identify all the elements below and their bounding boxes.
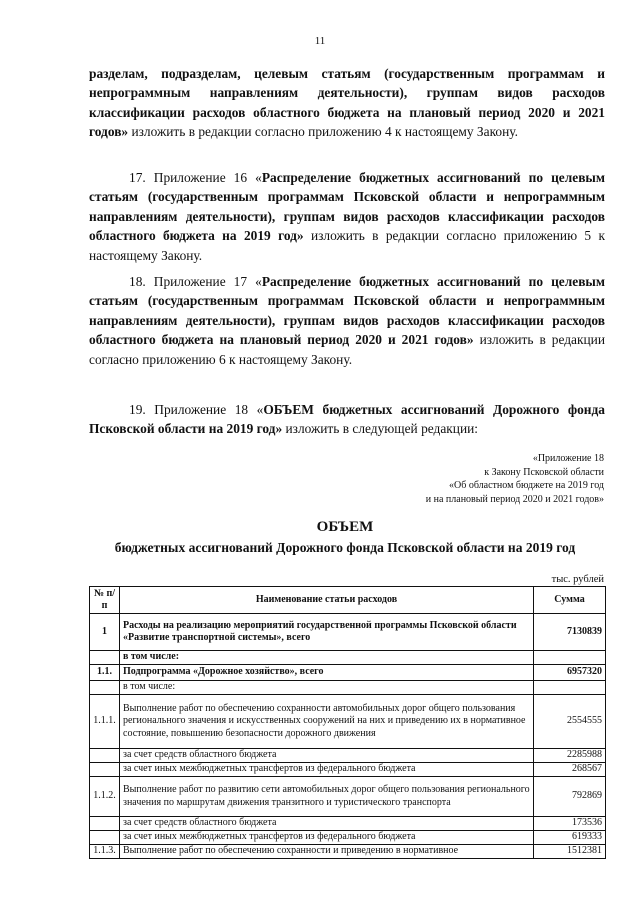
row-sum: [534, 681, 606, 695]
appendix-line: к Закону Псковской области: [484, 466, 604, 478]
table-row: [90, 651, 606, 665]
row-name: в том числе:: [120, 681, 534, 695]
paragraph-bold: Распределение бюджетных ассигнований по целевым статьям (государственным программам Псковской области и непрограммным направлениям деятельности), группам видов расходов классификации расходов областного бюджета на 2019 год»: [89, 170, 605, 244]
paragraph-bold: разделам, подразделам, целевым статьям (государственным программам и непрограммным направлениям деятельности), группам видов расходов классификации расходов областного бюджета на плановый период 2020 и 2021 годов»: [89, 66, 605, 140]
paragraph-16-continuation: [89, 64, 605, 142]
row-name: за счет иных межбюджетных трансфертов из федерального бюджета: [120, 763, 534, 777]
paragraph-tail: изложить в редакции согласно приложению 6 к настоящему Закону.: [89, 332, 605, 367]
table-row: [90, 681, 606, 695]
row-num: 1.1.: [90, 665, 120, 681]
paragraph-tail: изложить в редакции согласно приложению 4 к настоящему Закону.: [128, 124, 518, 140]
row-name: Расходы на реализацию мероприятий государственной программы Псковской области «Развитие транспортной системы», всего: [120, 614, 534, 651]
row-sum: 792869: [534, 777, 606, 817]
row-sum: 1512381: [534, 845, 606, 859]
table-header-row: [90, 587, 606, 614]
row-sum: 2554555: [534, 695, 606, 749]
header-num: № п/п: [90, 587, 120, 614]
paragraph-18: [89, 272, 605, 369]
row-name: Выполнение работ по обеспечению сохранности автомобильных дорог общего пользования регионального значения и искусственных сооружений на них и приведению их в нормативное состояние, повышению безопасности дорожного движения: [120, 695, 534, 749]
appendix-line: и на плановый период 2020 и 2021 годов»: [425, 493, 604, 505]
page-number: 11: [314, 35, 326, 47]
row-name: в том числе:: [120, 651, 534, 665]
row-num: [90, 831, 120, 845]
header-name: Наименование статьи расходов: [120, 587, 534, 614]
row-num: [90, 763, 120, 777]
row-name: за счет иных межбюджетных трансфертов из федерального бюджета: [120, 831, 534, 845]
table-row: [90, 614, 606, 651]
row-name: Подпрограмма «Дорожное хозяйство», всего: [120, 665, 534, 681]
row-num: [90, 749, 120, 763]
row-sum: 7130839: [567, 625, 602, 637]
row-sum: 173536: [534, 817, 606, 831]
table-row: [90, 749, 606, 763]
table-title: ОБЪЕМ: [316, 519, 374, 535]
table-row: [90, 665, 606, 681]
table-row: [90, 777, 606, 817]
paragraph-tail: изложить в следующей редакции:: [282, 421, 479, 437]
row-num: 1.1.3.: [90, 845, 120, 859]
table-row: [90, 695, 606, 749]
paragraph-19: [89, 400, 605, 439]
row-num: [90, 651, 120, 665]
paragraph-tail: изложить в редакции согласно приложению 5 к настоящему Закону.: [89, 228, 605, 263]
table-subtitle: бюджетных ассигнований Дорожного фонда Псковской области на 2019 год: [114, 540, 576, 555]
row-sum: [534, 651, 606, 665]
row-name: Выполнение работ по обеспечению сохранности и приведению в нормативное: [120, 845, 534, 859]
row-num: 1.1.1.: [90, 695, 120, 749]
row-num: 1: [90, 614, 120, 651]
paragraph-lead: 19. Приложение 18 «: [129, 402, 264, 417]
row-name: за счет средств областного бюджета: [120, 817, 534, 831]
appendix-line: «Об областном бюджете на 2019 год: [449, 480, 604, 491]
header-sum: Сумма: [534, 587, 606, 614]
table-row: [90, 763, 606, 777]
paragraph-lead: 17. Приложение 16 «: [129, 170, 262, 185]
table-row: [90, 831, 606, 845]
row-num: [90, 681, 120, 695]
row-sum: 268567: [534, 763, 606, 777]
row-sum: 2285988: [534, 749, 606, 763]
row-sum: 6957320: [567, 666, 602, 678]
row-sum: 619333: [534, 831, 606, 845]
paragraph-bold: ОБЪЕМ бюджетных ассигнований Дорожного фонда Псковской области на 2019 год»: [89, 402, 605, 437]
units-label: тыс. рублей: [551, 574, 604, 585]
paragraph-lead: 18. Приложение 17 «: [129, 274, 262, 289]
paragraph-bold: Распределение бюджетных ассигнований по целевым статьям (государственным программам Псковской области и непрограммным направлениям деятельности), группам видов расходов классификации расходов областного бюджета на плановый период 2020 и 2021 годов»: [89, 274, 605, 348]
row-name: за счет средств областного бюджета: [120, 749, 534, 763]
row-num: 1.1.2.: [90, 777, 120, 817]
table-row: [90, 845, 606, 859]
table-row: [90, 817, 606, 831]
row-name: Выполнение работ по развитию сети автомобильных дорог общего пользования регионального значения по маршрутам движения транзитного и туристического транспорта: [120, 777, 534, 817]
paragraph-17: [89, 168, 605, 265]
budget-table: [89, 586, 606, 859]
appendix-line: «Приложение 18: [532, 453, 604, 464]
row-num: [90, 817, 120, 831]
appendix-header: [340, 452, 604, 506]
